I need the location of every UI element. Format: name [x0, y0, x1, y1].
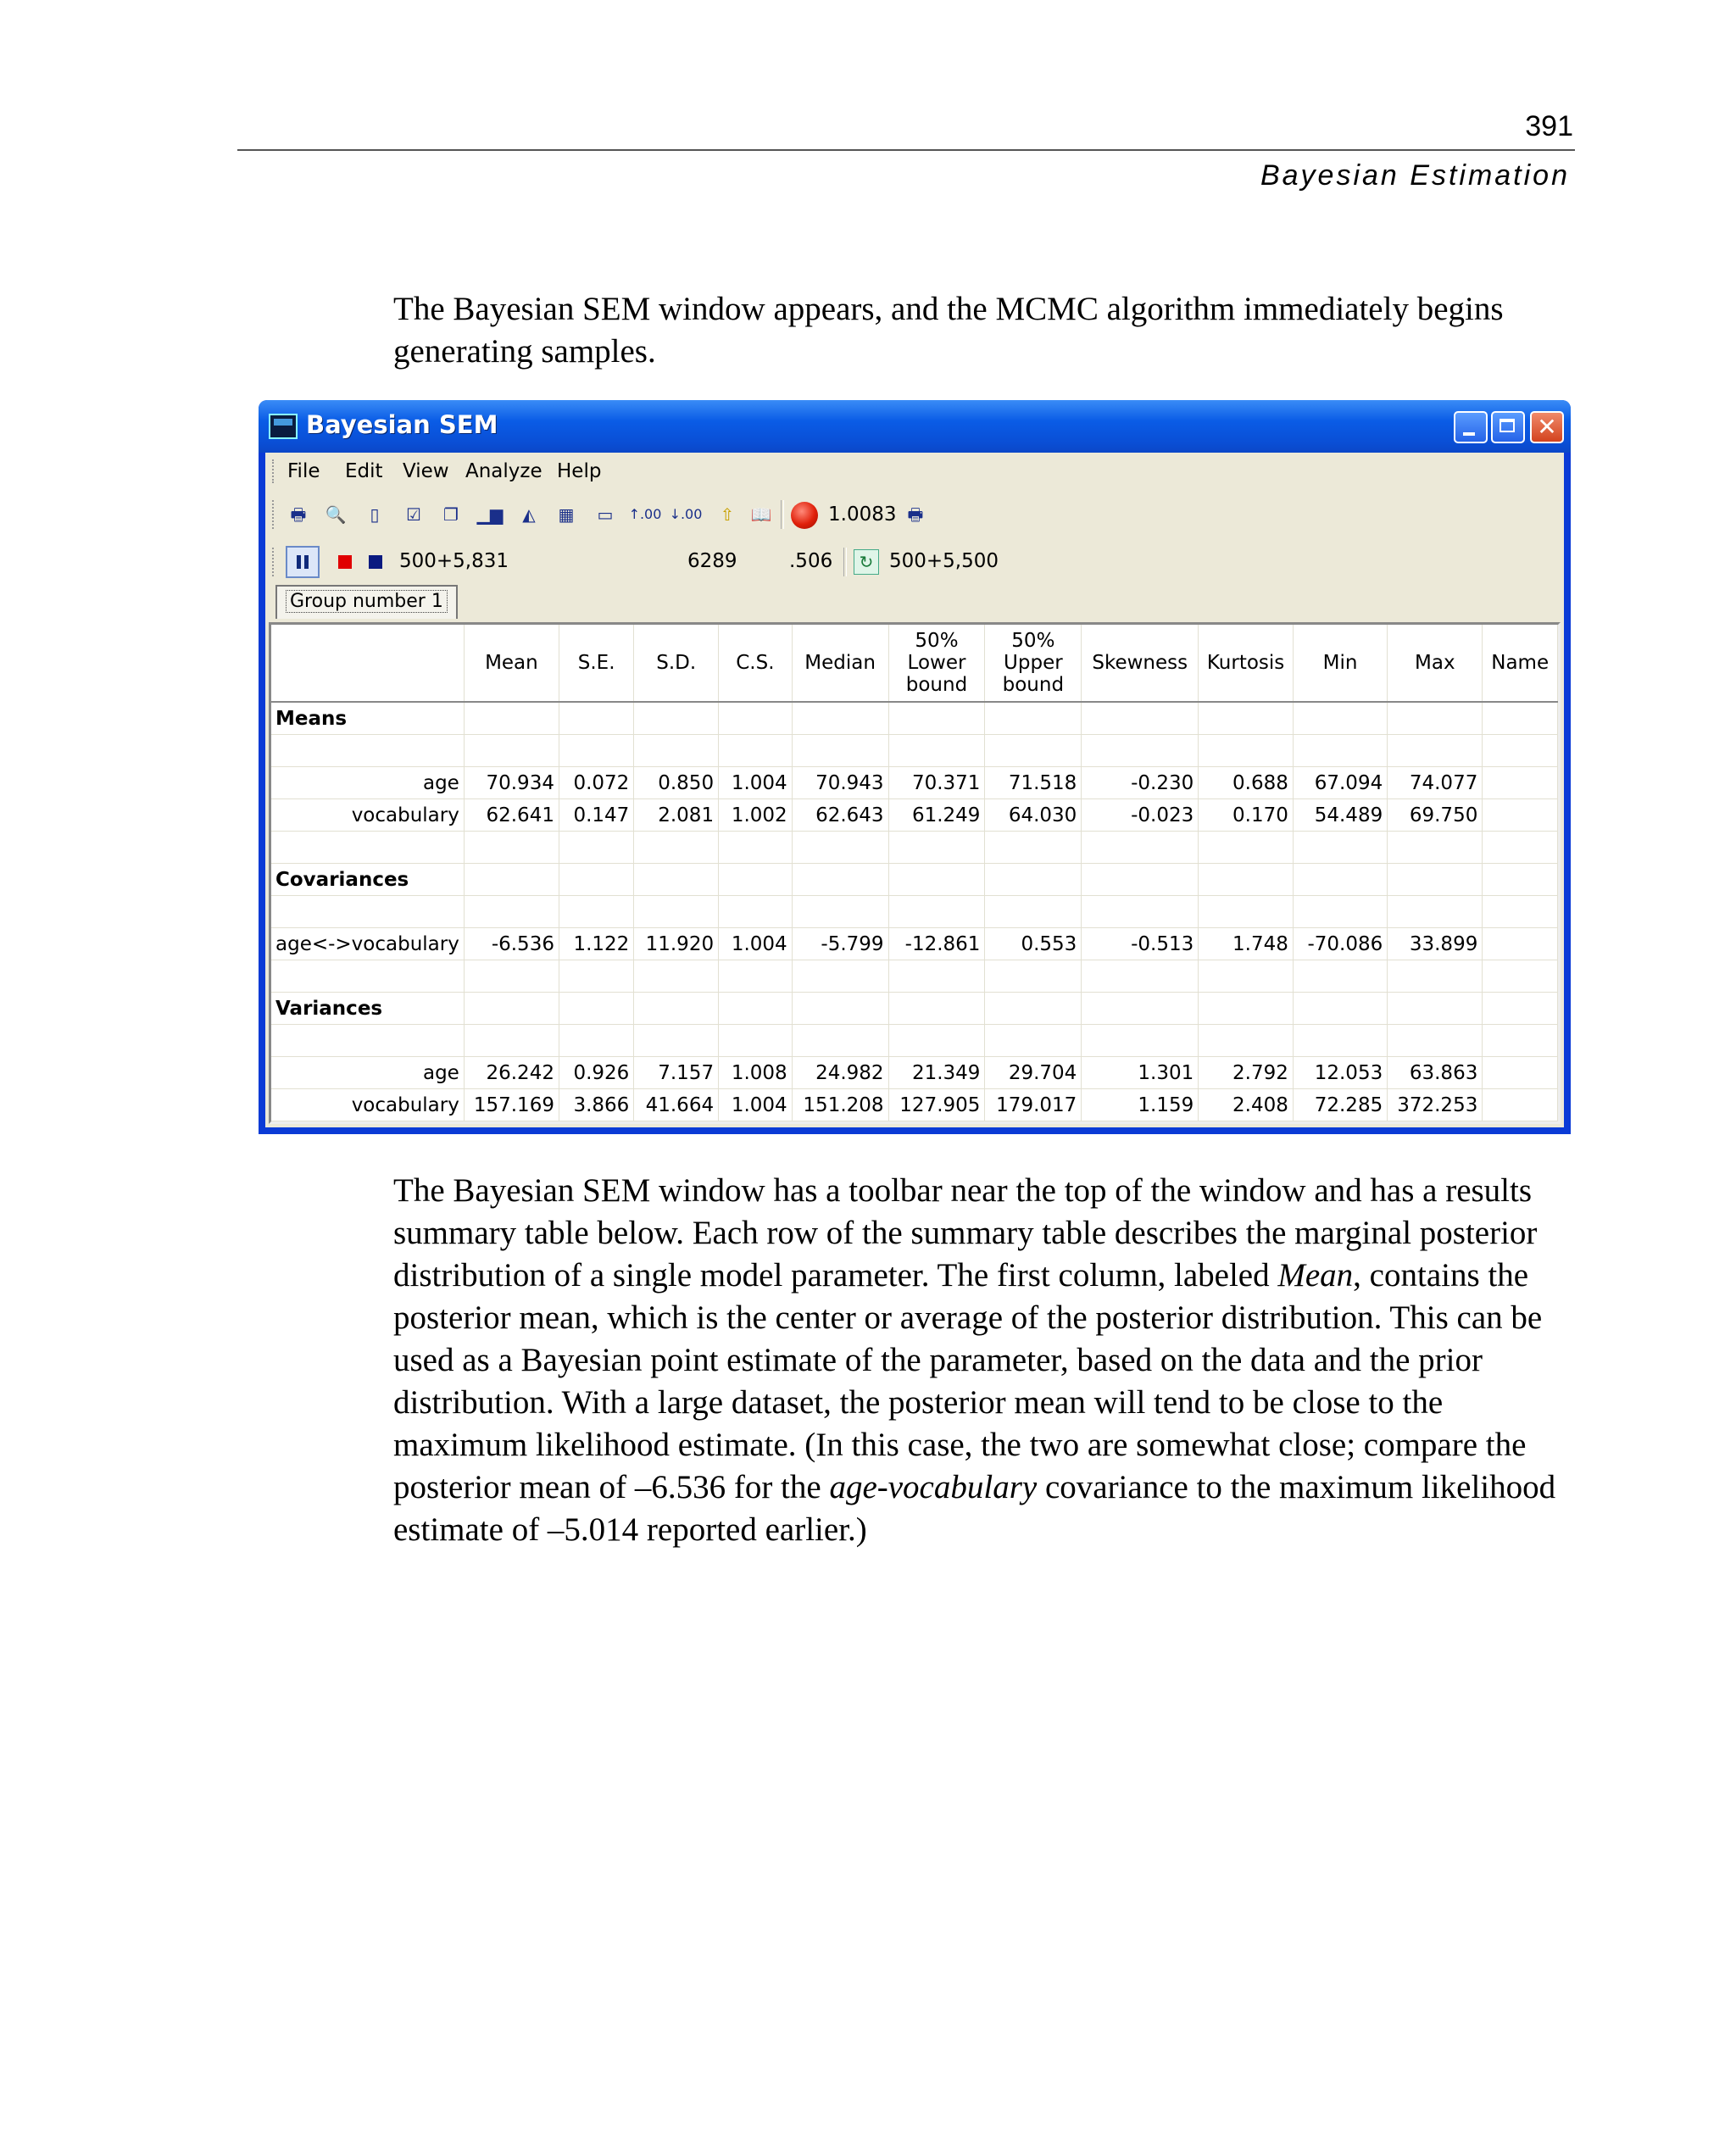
empty-cell — [985, 960, 1082, 993]
empty-cell — [1388, 832, 1483, 864]
empty-cell — [464, 993, 559, 1025]
empty-cell — [271, 960, 464, 993]
value-cell: -0.230 — [1082, 767, 1199, 799]
empty-cell — [464, 1025, 559, 1057]
empty-cell — [1388, 864, 1483, 896]
posterior-histogram-icon[interactable]: ▁▆ — [476, 504, 504, 525]
empty-cell — [1483, 1025, 1558, 1057]
empty-cell — [1293, 1025, 1387, 1057]
empty-cell — [559, 702, 633, 735]
section-title: Variances — [271, 993, 464, 1025]
empty-cell — [1082, 864, 1199, 896]
empty-cell — [1388, 702, 1483, 735]
column-header[interactable]: S.E. — [559, 625, 633, 702]
empty-cell — [1388, 993, 1483, 1025]
value-cell: 69.750 — [1388, 799, 1483, 832]
explanation-emphasis-mean: Mean — [1277, 1257, 1354, 1294]
table-row[interactable] — [271, 767, 1558, 799]
value-cell: 1.004 — [719, 928, 793, 960]
value-cell: 26.242 — [464, 1057, 559, 1089]
decrease-decimals-icon[interactable]: ↓.00 — [669, 506, 703, 522]
value-cell: 70.371 — [888, 767, 985, 799]
empty-cell — [1199, 832, 1294, 864]
status-grip — [272, 548, 276, 576]
empty-cell — [985, 993, 1082, 1025]
refresh-icon[interactable]: ↻ — [854, 549, 879, 575]
explanation-paragraph — [393, 1170, 1573, 1551]
empty-cell — [1082, 896, 1199, 928]
results-grid-panel[interactable] — [269, 622, 1561, 1124]
section-title: Covariances — [271, 864, 464, 896]
header-row — [271, 625, 1558, 702]
empty-cell — [985, 864, 1082, 896]
empty-cell — [792, 993, 888, 1025]
value-cell: 62.641 — [464, 799, 559, 832]
minimize-icon — [1463, 432, 1475, 436]
print-preview-icon[interactable]: 🔍 — [325, 504, 347, 525]
value-cell: 12.053 — [1293, 1057, 1387, 1089]
empty-cell — [1293, 960, 1387, 993]
help-book-icon[interactable]: 📖 — [750, 504, 772, 525]
spacer-row — [271, 735, 1558, 767]
value-cell: 372.253 — [1388, 1089, 1483, 1121]
column-header[interactable]: Min — [1293, 625, 1387, 702]
value-cell: 33.899 — [1388, 928, 1483, 960]
value-cell: -0.513 — [1082, 928, 1199, 960]
intro-paragraph: The Bayesian SEM window appears, and the MCMC algorithm immediately begins generating samples. — [393, 291, 1504, 370]
stop-icon[interactable] — [338, 555, 352, 569]
reset-icon[interactable] — [369, 555, 382, 569]
value-cell: 41.664 — [634, 1089, 719, 1121]
value-cell: 0.553 — [985, 928, 1082, 960]
empty-cell — [719, 735, 793, 767]
value-cell: 70.943 — [792, 767, 888, 799]
parameter-label: age — [271, 1057, 464, 1089]
value-cell: 11.920 — [634, 928, 719, 960]
table-row[interactable] — [271, 1057, 1558, 1089]
value-cell: 0.170 — [1199, 799, 1294, 832]
sample-count: 500+5,831 — [399, 550, 509, 572]
column-header[interactable]: Max — [1388, 625, 1483, 702]
empty-cell — [792, 702, 888, 735]
column-header[interactable]: 50% Upper bound — [985, 625, 1082, 702]
print-icon[interactable]: 🖶 — [290, 504, 307, 525]
value-cell: 157.169 — [464, 1089, 559, 1121]
column-header[interactable]: Mean — [464, 625, 559, 702]
page-number: 391 — [1525, 110, 1573, 142]
value-cell: 1.748 — [1199, 928, 1294, 960]
empty-cell — [634, 735, 719, 767]
explanation-emphasis-age-vocabulary: age-vocabulary — [829, 1469, 1038, 1505]
menu-grip — [272, 459, 276, 483]
table-row[interactable] — [271, 799, 1558, 832]
printer-icon[interactable]: 🖶 — [907, 504, 924, 525]
empty-cell — [559, 864, 633, 896]
empty-cell — [559, 735, 633, 767]
empty-cell — [792, 832, 888, 864]
empty-cell — [1082, 832, 1199, 864]
value-cell: 127.905 — [888, 1089, 985, 1121]
value-cell: 179.017 — [985, 1089, 1082, 1121]
column-header[interactable]: Median — [792, 625, 888, 702]
value-cell: 2.792 — [1199, 1057, 1294, 1089]
empty-cell — [634, 864, 719, 896]
value-cell: 3.866 — [559, 1089, 633, 1121]
value-cell: -12.861 — [888, 928, 985, 960]
value-cell — [1483, 799, 1558, 832]
empty-cell — [464, 735, 559, 767]
empty-cell — [1293, 896, 1387, 928]
close-button[interactable] — [1530, 411, 1564, 443]
options-icon[interactable]: ☑ — [406, 504, 421, 525]
sampling-status-bar — [265, 539, 1564, 583]
table-row[interactable] — [271, 928, 1558, 960]
empty-cell — [985, 896, 1082, 928]
value-cell: 151.208 — [792, 1089, 888, 1121]
empty-cell — [1293, 832, 1387, 864]
section-row — [271, 864, 1558, 896]
empty-cell — [888, 896, 985, 928]
empty-cell — [792, 960, 888, 993]
empty-cell — [1199, 864, 1294, 896]
empty-cell — [1483, 960, 1558, 993]
explanation-text-3: covariance to the maximum likelihood estimate of –5.014 reported earlier.) — [393, 1469, 1556, 1548]
convergence-indicator-icon — [791, 502, 818, 529]
value-cell: 0.926 — [559, 1057, 633, 1089]
value-cell: 0.147 — [559, 799, 633, 832]
empty-cell — [888, 832, 985, 864]
group-tab[interactable] — [275, 585, 458, 619]
close-icon: ✕ — [1537, 413, 1557, 441]
empty-cell — [1199, 993, 1294, 1025]
empty-cell — [792, 1025, 888, 1057]
corner-cell — [271, 625, 464, 702]
value-cell: 72.285 — [1293, 1089, 1387, 1121]
menu-help[interactable]: Help — [557, 460, 602, 482]
parameter-label: vocabulary — [271, 799, 464, 832]
empty-cell — [559, 1025, 633, 1057]
value-cell: 71.518 — [985, 767, 1082, 799]
acceptance-ratio: .506 — [789, 550, 833, 572]
empty-cell — [559, 896, 633, 928]
toolbar-separator — [781, 500, 784, 529]
empty-cell — [888, 702, 985, 735]
empty-cell — [985, 735, 1082, 767]
value-cell: 0.688 — [1199, 767, 1294, 799]
status-separator — [843, 548, 847, 576]
empty-cell — [464, 864, 559, 896]
empty-cell — [271, 735, 464, 767]
empty-cell — [559, 993, 633, 1025]
empty-cell — [464, 896, 559, 928]
menu-analyze[interactable]: Analyze — [465, 460, 542, 482]
empty-cell — [985, 702, 1082, 735]
value-cell: -5.799 — [792, 928, 888, 960]
value-cell: 29.704 — [985, 1057, 1082, 1089]
value-cell: 62.643 — [792, 799, 888, 832]
empty-cell — [464, 702, 559, 735]
results-table — [271, 625, 1558, 1121]
empty-cell — [1483, 896, 1558, 928]
empty-cell — [1199, 735, 1294, 767]
spacer-row — [271, 832, 1558, 864]
value-cell — [1483, 767, 1558, 799]
column-header[interactable]: Kurtosis — [1199, 625, 1294, 702]
accepted-count: 6289 — [687, 550, 737, 572]
empty-cell — [634, 960, 719, 993]
empty-cell — [634, 896, 719, 928]
empty-cell — [1199, 1025, 1294, 1057]
parameter-label: vocabulary — [271, 1089, 464, 1121]
value-cell: 1.159 — [1082, 1089, 1199, 1121]
value-cell: 74.077 — [1388, 767, 1483, 799]
value-cell: 1.004 — [719, 767, 793, 799]
empty-cell — [1483, 702, 1558, 735]
empty-cell — [1082, 735, 1199, 767]
spacer-row — [271, 896, 1558, 928]
menu-bar — [265, 453, 1564, 490]
empty-cell — [1293, 864, 1387, 896]
maximize-icon — [1500, 419, 1515, 432]
value-cell: 7.157 — [634, 1057, 719, 1089]
value-cell — [1483, 1089, 1558, 1121]
value-cell: 1.122 — [559, 928, 633, 960]
column-header[interactable]: C.S. — [719, 625, 793, 702]
empty-cell — [634, 832, 719, 864]
empty-cell — [1483, 832, 1558, 864]
prior-icon[interactable]: ▭ — [597, 504, 614, 525]
copy-table-icon[interactable]: ❐ — [443, 504, 459, 525]
empty-cell — [985, 1025, 1082, 1057]
empty-cell — [634, 993, 719, 1025]
toolbar — [265, 492, 1564, 537]
empty-cell — [634, 702, 719, 735]
empty-cell — [1388, 896, 1483, 928]
empty-cell — [464, 960, 559, 993]
column-header[interactable]: Skewness — [1082, 625, 1199, 702]
explanation-text-2: , contains the posterior mean, which is the center or average of the posterior distribution. This can be used as a Bayesian point estimate of the parameter, based on the data and the prior distribution. With a large dataset, the posterior mean will tend to be close to the maximum likelihood estimate. (In this case, the two are somewhat close; compare the posterior mean of –6.536 for the — [393, 1257, 1543, 1505]
pause-button[interactable] — [286, 546, 320, 578]
menu-view[interactable]: View — [403, 460, 449, 482]
empty-cell — [1082, 1025, 1199, 1057]
group-tab-label: Group number 1 — [286, 590, 448, 613]
empty-cell — [464, 832, 559, 864]
empty-cell — [719, 702, 793, 735]
table-row[interactable] — [271, 1089, 1558, 1121]
maximize-button[interactable] — [1491, 411, 1525, 443]
value-cell — [1483, 928, 1558, 960]
value-cell: -0.023 — [1082, 799, 1199, 832]
column-header[interactable]: S.D. — [634, 625, 719, 702]
empty-cell — [1293, 735, 1387, 767]
header-rule — [237, 149, 1575, 151]
value-cell: 61.249 — [888, 799, 985, 832]
value-cell: 1.002 — [719, 799, 793, 832]
empty-cell — [634, 1025, 719, 1057]
value-cell: 1.004 — [719, 1089, 793, 1121]
value-cell: 70.934 — [464, 767, 559, 799]
value-cell: 67.094 — [1293, 767, 1387, 799]
minimize-button[interactable] — [1454, 411, 1488, 443]
bayesian-sem-window — [259, 400, 1571, 1134]
column-header[interactable]: Name — [1483, 625, 1558, 702]
empty-cell — [792, 896, 888, 928]
empty-cell — [719, 993, 793, 1025]
empty-cell — [1082, 960, 1199, 993]
window-title: Bayesian SEM — [306, 410, 498, 439]
empty-cell — [1483, 993, 1558, 1025]
value-cell — [1483, 1057, 1558, 1089]
empty-cell — [888, 735, 985, 767]
section-title: Means — [271, 702, 464, 735]
empty-cell — [792, 735, 888, 767]
value-cell: 1.301 — [1082, 1057, 1199, 1089]
running-head: Bayesian Estimation — [1260, 159, 1570, 192]
toolbar-grip — [272, 500, 276, 529]
empty-cell — [719, 960, 793, 993]
empty-cell — [719, 896, 793, 928]
empty-cell — [559, 832, 633, 864]
window-client — [265, 453, 1564, 1127]
app-icon — [269, 414, 298, 439]
empty-cell — [792, 864, 888, 896]
table-icon[interactable]: ▦ — [558, 504, 575, 525]
empty-cell — [1082, 702, 1199, 735]
empty-cell — [271, 896, 464, 928]
value-cell: 24.982 — [792, 1057, 888, 1089]
spacer-row — [271, 1025, 1558, 1057]
value-cell: 21.349 — [888, 1057, 985, 1089]
empty-cell — [719, 1025, 793, 1057]
spacer-row — [271, 960, 1558, 993]
column-header[interactable]: 50% Lower bound — [888, 625, 985, 702]
empty-cell — [719, 832, 793, 864]
value-cell: 63.863 — [1388, 1057, 1483, 1089]
empty-cell — [271, 832, 464, 864]
empty-cell — [888, 864, 985, 896]
parameter-label: age — [271, 767, 464, 799]
value-cell: 54.489 — [1293, 799, 1387, 832]
value-cell: 2.408 — [1199, 1089, 1294, 1121]
parameter-label: age<->vocabulary — [271, 928, 464, 960]
value-cell: -6.536 — [464, 928, 559, 960]
value-cell: 64.030 — [985, 799, 1082, 832]
value-cell: 0.850 — [634, 767, 719, 799]
menu-file[interactable]: File — [287, 460, 320, 482]
explanation-text-1: The Bayesian SEM window has a toolbar near the top of the window and has a results summary table below. Each row of the summary table describes the marginal posterior distribution of a single model parameter. The first column, labeled — [393, 1172, 1538, 1294]
up-arrow-icon[interactable]: ⇧ — [720, 504, 735, 525]
empty-cell — [888, 1025, 985, 1057]
section-row — [271, 993, 1558, 1025]
empty-cell — [1483, 864, 1558, 896]
title-bar[interactable] — [259, 400, 1571, 453]
value-cell: 2.081 — [634, 799, 719, 832]
copy-output-icon[interactable]: ▯ — [370, 504, 380, 525]
empty-cell — [559, 960, 633, 993]
burnin-count: 500+5,500 — [889, 550, 999, 572]
empty-cell — [1199, 960, 1294, 993]
menu-edit[interactable]: Edit — [345, 460, 383, 482]
empty-cell — [1199, 702, 1294, 735]
empty-cell — [1483, 735, 1558, 767]
value-cell: 1.008 — [719, 1057, 793, 1089]
empty-cell — [1199, 896, 1294, 928]
increase-decimals-icon[interactable]: ↑.00 — [628, 506, 662, 522]
section-row — [271, 702, 1558, 735]
empty-cell — [888, 993, 985, 1025]
empty-cell — [1388, 960, 1483, 993]
empty-cell — [1293, 702, 1387, 735]
convergence-statistic: 1.0083 — [828, 504, 897, 526]
empty-cell — [1388, 1025, 1483, 1057]
empty-cell — [1082, 993, 1199, 1025]
empty-cell — [1388, 735, 1483, 767]
empty-cell — [719, 864, 793, 896]
value-cell: 0.072 — [559, 767, 633, 799]
empty-cell — [985, 832, 1082, 864]
empty-cell — [888, 960, 985, 993]
value-cell: -70.086 — [1293, 928, 1387, 960]
empty-cell — [271, 1025, 464, 1057]
empty-cell — [1293, 993, 1387, 1025]
posterior-diagnostic-icon[interactable]: ◭ — [522, 504, 536, 525]
